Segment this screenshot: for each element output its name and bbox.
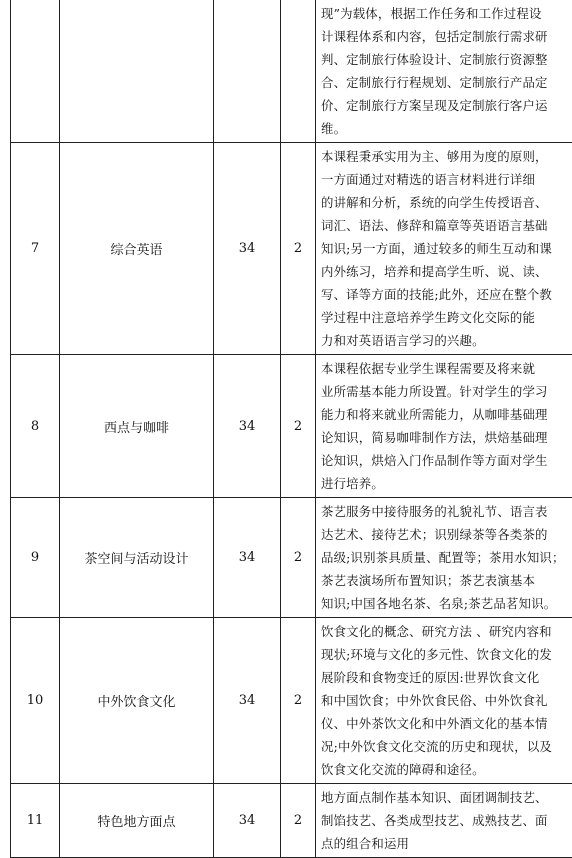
description-line: 一方面通过对精选的语言材料进行详细: [321, 168, 572, 191]
description-line: 能力和将来就业所需能力，从咖啡基础理: [321, 403, 572, 426]
course-credits: [281, 0, 316, 143]
description-line: 的讲解和分析，系统的向学生传授语音、: [321, 191, 572, 214]
course-number: [11, 0, 60, 143]
course-table: [10, 0, 572, 858]
table-row: [11, 143, 572, 355]
description-line: 知识;中国各地名茶、名泉;茶艺品茗知识。: [321, 592, 572, 615]
description-line: 地方面点制作基本知识、面团调制技艺、: [321, 786, 572, 809]
course-number: 9: [11, 498, 60, 618]
course-credits: 2: [281, 355, 316, 498]
description-line: 业所需基本能力所设置。针对学生的学习: [321, 380, 572, 403]
course-description: [316, 0, 572, 143]
table-row: [11, 618, 572, 784]
course-hours: [214, 0, 281, 143]
table-row: [11, 355, 572, 498]
course-name: 中外饮食文化: [60, 618, 214, 784]
course-name: 综合英语: [60, 143, 214, 355]
description-line: 制馅技艺、各类成型技艺、成熟技艺、面: [321, 809, 572, 832]
description-line: 知识;另一方面，通过较多的师生互动和课: [321, 237, 572, 260]
course-description: [316, 355, 572, 498]
description-line: 计课程体系和内容，包括定制旅行需求研: [321, 25, 572, 48]
course-description: [316, 498, 572, 618]
course-hours: 34: [214, 143, 281, 355]
course-description: [316, 618, 572, 784]
description-line: 学过程中注意培养学生跨文化交际的能: [321, 306, 572, 329]
description-line: 况;中外饮食文化交流的历史和现状，以及: [321, 735, 572, 758]
course-credits: 2: [281, 143, 316, 355]
description-line: 饮食文化的概念、研究方法 、研究内容和: [321, 620, 572, 643]
course-name: 西点与咖啡: [60, 355, 214, 498]
description-line: 写、译等方面的技能;此外，还应在整个教: [321, 283, 572, 306]
description-line: 论知识，烘焙入门作品制作等方面对学生: [321, 449, 572, 472]
course-number: 7: [11, 143, 60, 355]
course-name: 特色地方面点: [60, 784, 214, 858]
description-line: 点的组合和运用: [321, 832, 572, 855]
description-line: 论知识，简易咖啡制作方法，烘焙基础理: [321, 426, 572, 449]
description-line: 维。: [321, 117, 572, 140]
description-line: 茶艺表演场所布置知识；茶艺表演基本: [321, 569, 572, 592]
course-number: 8: [11, 355, 60, 498]
description-line: 力和对英语语言学习的兴趣。: [321, 329, 572, 352]
description-line: 词汇、语法、修辞和篇章等英语语言基础: [321, 214, 572, 237]
description-line: 达艺术、接待艺术；识别绿茶等各类茶的: [321, 523, 572, 546]
course-hours: 34: [214, 784, 281, 858]
description-line: 合、定制旅行行程规划、定制旅行产品定: [321, 71, 572, 94]
table-row: [11, 0, 572, 143]
description-line: 进行培养。: [321, 472, 572, 495]
course-number: 11: [11, 784, 60, 858]
description-line: 内外练习，培养和提高学生听、说、读、: [321, 260, 572, 283]
description-line: 本课程依据专业学生课程需要及将来就: [321, 357, 572, 380]
course-name: [60, 0, 214, 143]
course-description: [316, 143, 572, 355]
document-page: [10, 0, 572, 858]
description-line: 现”为载体，根据工作任务和工作过程设: [321, 2, 572, 25]
table-row: [11, 498, 572, 618]
description-line: 展阶段和食物变迁的原因:世界饮食文化: [321, 666, 572, 689]
description-line: 价、定制旅行方案呈现及定制旅行客户运: [321, 94, 572, 117]
description-line: 仪、中外茶饮文化和中外酒文化的基本情: [321, 712, 572, 735]
table-row: [11, 784, 572, 858]
description-line: 和中国饮食；中外饮食民俗、中外饮食礼: [321, 689, 572, 712]
course-hours: 34: [214, 355, 281, 498]
description-line: 茶艺服务中接待服务的礼貌礼节、语言表: [321, 500, 572, 523]
description-line: 判、定制旅行体验设计、定制旅行资源整: [321, 48, 572, 71]
description-line: 现状;环境与文化的多元性、饮食文化的发: [321, 643, 572, 666]
course-name: 茶空间与活动设计: [60, 498, 214, 618]
course-credits: 2: [281, 784, 316, 858]
description-line: 本课程秉承实用为主、够用为度的原则，: [321, 145, 572, 168]
course-number: 10: [11, 618, 60, 784]
description-line: 品级;识别茶具质量、配置等；茶用水知识；: [321, 546, 572, 569]
description-line: 饮食文化交流的障碍和途径。: [321, 758, 572, 781]
course-credits: 2: [281, 498, 316, 618]
course-description: [316, 784, 572, 858]
course-hours: 34: [214, 618, 281, 784]
course-credits: 2: [281, 618, 316, 784]
course-hours: 34: [214, 498, 281, 618]
